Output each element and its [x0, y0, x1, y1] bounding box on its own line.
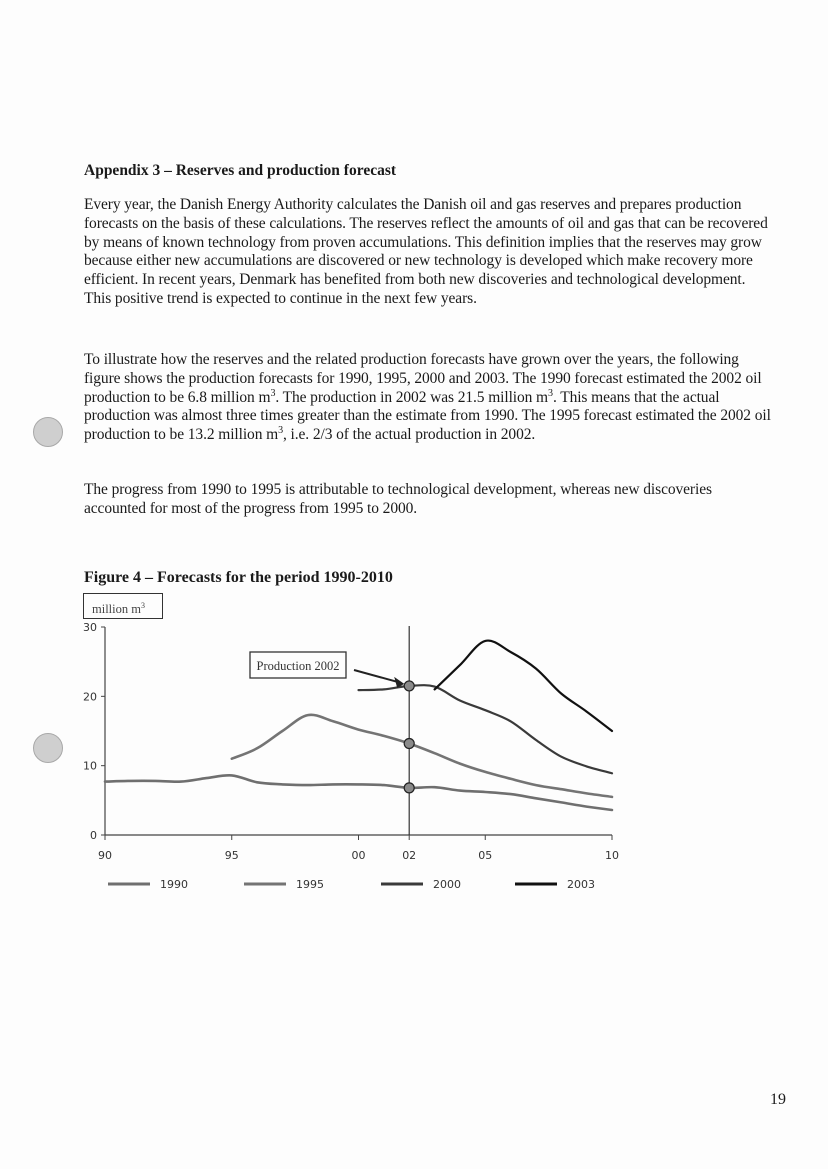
y-tick-label: 10: [83, 759, 97, 773]
x-tick-label: 00: [351, 849, 366, 862]
series-line-1990: [105, 775, 612, 810]
page-number: 19: [770, 1091, 786, 1108]
annotation-arrow-shaft: [354, 670, 401, 683]
y-tick-label: 20: [83, 690, 97, 704]
y-tick-label: 30: [83, 621, 97, 634]
x-tick-label: 90: [98, 849, 112, 862]
paragraph-forecasts: To illustrate how the reserves and the related production forecasts have grown over the years, the following figure shows the production forecasts for 1990, 1995, 2000 and 2003. The 1990 forecast estimated the 2002 oil production to be 6.8 million $m^3$. The production in 2002 was 21.5 million $m^3$. This means that the actual production was almost three times greater than the estimate from 1990. The 1995 forecast estimated the 2002 oil production to be 13.2 million $m^3$, i.e. 2/3 of the actual production in 2002.: [84, 351, 771, 444]
legend-label-2003: 2003: [567, 878, 595, 891]
x-tick-label: 95: [224, 849, 239, 862]
series-line-2003: [435, 641, 612, 731]
legend-label-1995: 1995: [296, 878, 324, 891]
marker-2002-series-2000: [404, 681, 414, 691]
y-tick-label: 0: [90, 829, 97, 842]
legend-label-1990: 1990: [160, 878, 188, 891]
x-tick-label: 05: [478, 849, 493, 862]
figure-title: Figure 4 – Forecasts for the period 1990-2010: [84, 569, 393, 586]
marker-2002-series-1995: [404, 738, 414, 748]
paragraph-progress: The progress from 1990 to 1995 is attributable to technological development, whereas new discoveries accounted for most of the progress from 1995 to 2000.: [84, 481, 712, 517]
unit-label-box: million $m^3$: [83, 593, 163, 619]
forecast-chart: [0, 615, 828, 915]
punch-hole-top: [33, 417, 63, 447]
section-heading: Appendix 3 – Reserves and production forecast: [84, 162, 397, 179]
legend-label-2000: 2000: [433, 878, 461, 891]
paragraph-reserves: Every year, the Danish Energy Authority calculates the Danish oil and gas reserves and prepares production forecasts on the basis of these calculations. The reserves reflect the amounts of oil and gas that can be recovered by means of known technology from proven accumulations. This definition implies that the reserves may grow because either new accumulations are discovered or new technology is developed which make recovery more efficient. In recent years, Denmark has benefited from both new discoveries and technological development. This positive trend is expected to continue in the next few years.: [84, 196, 768, 307]
series-line-2000: [359, 685, 613, 773]
production-2002-label: Production 2002: [256, 659, 340, 673]
marker-2002-series-1990: [404, 783, 414, 793]
x-tick-label: 02: [402, 849, 417, 862]
x-tick-label: 10: [605, 849, 619, 862]
